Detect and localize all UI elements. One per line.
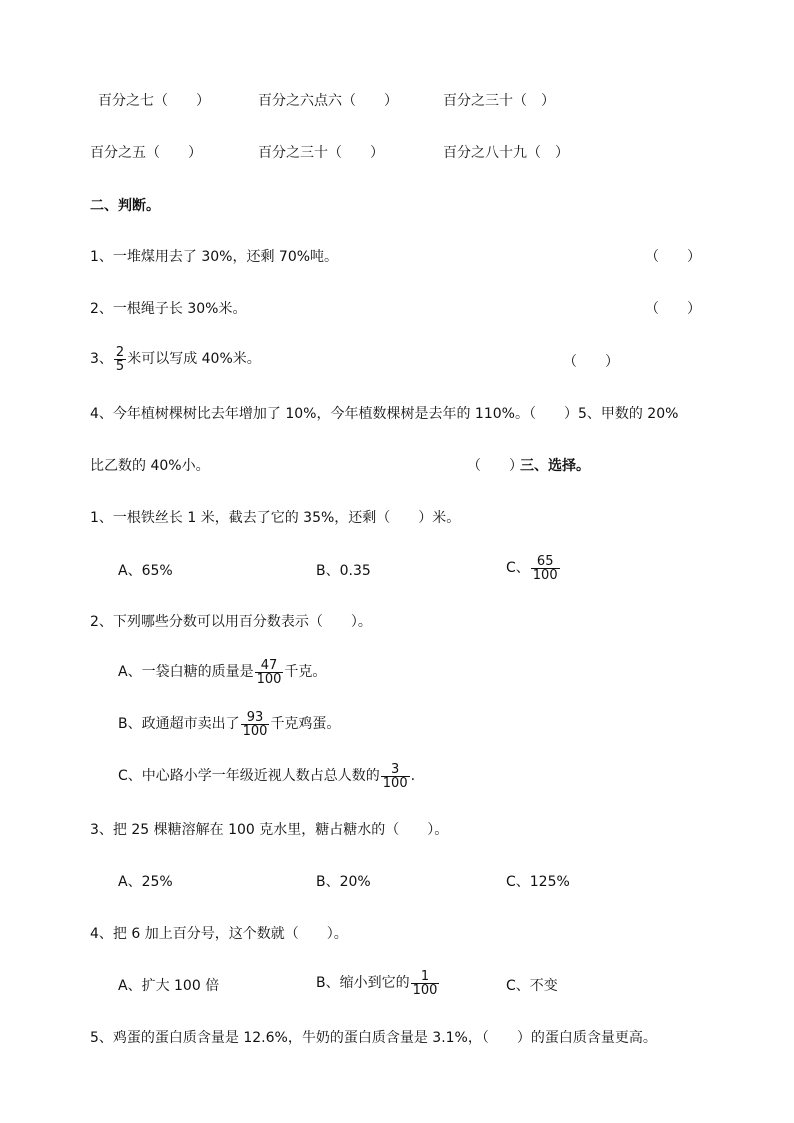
option-suffix: 千克。 <box>284 664 327 680</box>
judge-q5-continued: 比乙数的 40%小。 <box>90 458 210 474</box>
choice-q2-option-a <box>118 655 326 689</box>
fraction <box>114 346 126 373</box>
fraction-numerator: 93 <box>246 709 264 725</box>
fraction-numerator: 3 <box>391 761 400 777</box>
choice-q4-option-a: A、扩大 100 倍 <box>118 978 220 994</box>
choice-q2: 2、下列哪些分数可以用百分数表示（ ）。 <box>90 614 372 630</box>
judge-q1: 1、一堆煤用去了 30%，还剩 70%吨。 <box>90 249 339 265</box>
section-heading-judge: 二、判断。 <box>90 198 160 214</box>
fraction-denominator: 100 <box>256 671 282 687</box>
choice-q2-option-c <box>118 759 415 793</box>
fill-item-1: 百分之七（ ） <box>98 93 210 109</box>
choice-q4-option-c: C、不变 <box>506 978 558 994</box>
choice-q3-option-c: C、125% <box>506 874 570 890</box>
choice-q3: 3、把 25 棵糖溶解在 100 克水里，糖占糖水的（ ）。 <box>90 822 449 838</box>
option-text: B、缩小到它的 <box>316 975 410 991</box>
fill-item-2: 百分之六点六（ ） <box>258 93 398 109</box>
fill-item-5: 百分之三十（ ） <box>258 145 384 161</box>
judge-q1-answer-paren: （ ） <box>645 249 701 265</box>
judge-q3-text: 米可以写成 40%米。 <box>127 351 261 367</box>
choice-q3-option-a: A、25% <box>118 874 173 890</box>
fraction-denominator: 5 <box>115 358 125 374</box>
fraction-denominator: 100 <box>412 982 438 998</box>
fraction-numerator: 1 <box>420 968 430 984</box>
choice-q4-option-b <box>316 966 440 1000</box>
choice-q1-option-c <box>506 551 561 585</box>
option-text: C、中心路小学一年级近视人数占总人数的 <box>118 768 380 784</box>
judge-q2: 2、一根绳子长 30%米。 <box>90 301 247 317</box>
fill-item-3: 百分之三十（ ） <box>443 93 555 109</box>
fraction <box>241 711 270 738</box>
fraction <box>531 555 560 582</box>
option-label: C、 <box>506 560 530 576</box>
option-suffix: . <box>410 768 416 784</box>
fraction-numerator: 2 <box>115 344 125 360</box>
fill-item-6: 百分之八十九（ ） <box>443 145 569 161</box>
fraction-denominator: 100 <box>382 775 408 791</box>
choice-q1-option-a: A、65% <box>118 563 173 579</box>
judge-q3-answer-paren: （ ） <box>563 354 619 370</box>
section-heading-choice: 三、选择。 <box>520 458 590 474</box>
judge-q2-answer-paren: （ ） <box>645 301 701 317</box>
fraction-numerator: 47 <box>260 657 278 673</box>
fraction <box>255 659 284 686</box>
choice-q1: 1、一根铁丝长 1 米，截去了它的 35%，还剩（ ）米。 <box>90 510 461 526</box>
choice-q1-option-b: B、0.35 <box>316 563 371 579</box>
judge-q4: 4、今年植树棵树比去年增加了 10%，今年植数棵树是去年的 110%。（ ）5、甲数的 20% <box>90 406 679 422</box>
fraction-numerator: 65 <box>536 553 554 569</box>
choice-q3-option-b: B、20% <box>316 874 371 890</box>
fraction-denominator: 100 <box>532 567 558 583</box>
option-suffix: 千克鸡蛋。 <box>270 716 341 732</box>
option-text: A、一袋白糖的质量是 <box>118 664 254 680</box>
judge-q3 <box>90 342 261 376</box>
option-text: B、政通超市卖出了 <box>118 716 240 732</box>
fraction <box>381 763 410 790</box>
fraction <box>411 970 440 997</box>
judge-q5-answer-paren: （ ） <box>467 458 523 474</box>
choice-q2-option-b <box>118 707 340 741</box>
choice-q4: 4、把 6 加上百分号，这个数就（ ）。 <box>90 926 348 942</box>
fill-item-4: 百分之五（ ） <box>90 145 202 161</box>
choice-q5: 5、鸡蛋的蛋白质含量是 12.6%，牛奶的蛋白质含量是 3.1%，（ ）的蛋白质含量更高。 <box>90 1030 657 1046</box>
judge-q3-prefix: 3、 <box>90 351 113 367</box>
fraction-denominator: 100 <box>242 723 268 739</box>
